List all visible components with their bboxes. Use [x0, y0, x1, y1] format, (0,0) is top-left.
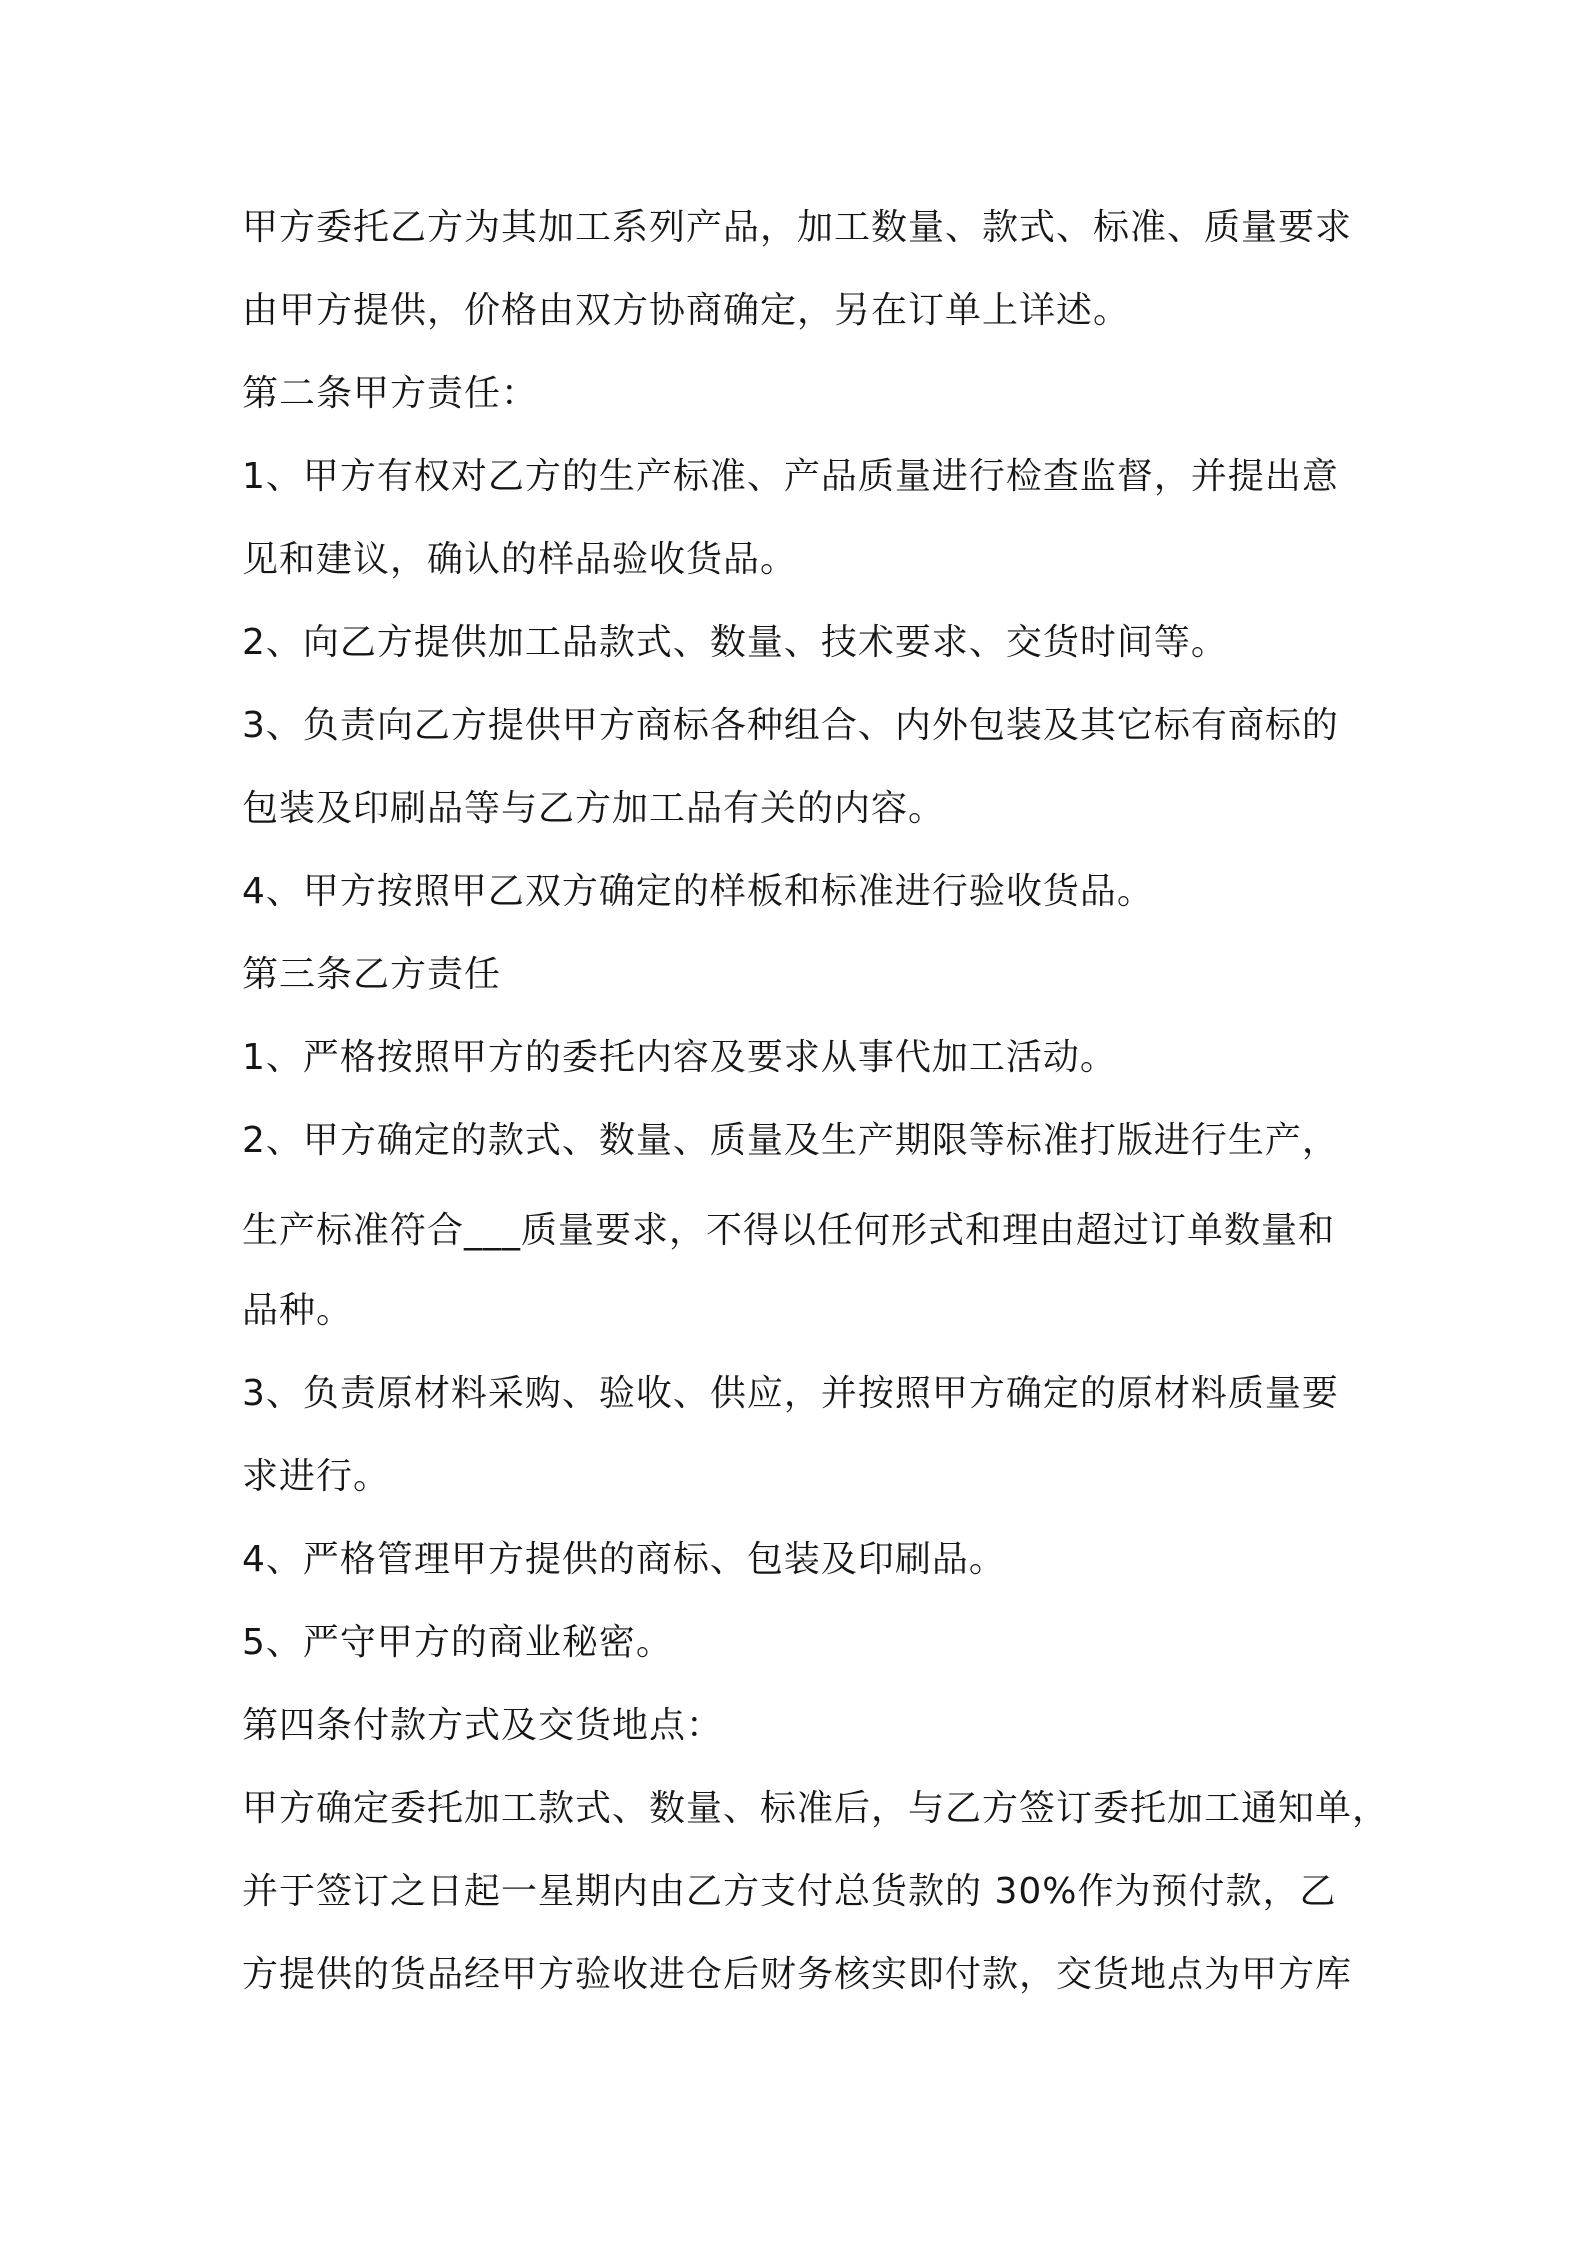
paragraph-line: 5、严守甲方的商业秘密。 [242, 1622, 673, 1663]
paragraph-line: 方提供的货品经甲方验收进仓后财务核实即付款，交货地点为甲方库 [242, 1954, 1353, 1995]
paragraph-line: 包装及印刷品等与乙方加工品有关的内容。 [242, 788, 946, 829]
section-heading: 第四条付款方式及交货地点： [242, 1705, 724, 1746]
paragraph-line: 见和建议，确认的样品验收货品。 [242, 539, 798, 580]
section-heading: 第三条乙方责任 [242, 954, 502, 995]
paragraph-line: 1、严格按照甲方的委托内容及要求从事代加工活动。 [242, 1037, 1117, 1078]
paragraph-line: 由甲方提供，价格由双方协商确定，另在订单上详述。 [242, 290, 1131, 331]
paragraph-line: 2、甲方确定的款式、数量、质量及生产期限等标准打版进行生产， [242, 1120, 1339, 1161]
paragraph-line: 3、负责向乙方提供甲方商标各种组合、内外包装及其它标有商标的 [242, 705, 1339, 746]
paragraph-line: 1、甲方有权对乙方的生产标准、产品质量进行检查监督，并提出意 [242, 456, 1339, 497]
paragraph-line: 4、甲方按照甲乙双方确定的样板和标准进行验收货品。 [242, 871, 1154, 912]
paragraph-line: 4、严格管理甲方提供的商标、包装及印刷品。 [242, 1539, 1006, 1580]
paragraph-line: 2、向乙方提供加工品款式、数量、技术要求、交货时间等。 [242, 622, 1228, 663]
paragraph-line: 甲方委托乙方为其加工系列产品，加工数量、款式、标准、质量要求 [242, 207, 1353, 248]
paragraph-line: 求进行。 [242, 1456, 391, 1497]
paragraph-line: 3、负责原材料采购、验收、供应，并按照甲方确定的原材料质量要 [242, 1373, 1339, 1414]
section-heading: 第二条甲方责任： [242, 373, 539, 414]
paragraph-line: 并于签订之日起一星期内由乙方支付总货款的 30%作为预付款，乙 [242, 1871, 1337, 1912]
paragraph-line: 生产标准符合___质量要求，不得以任何形式和理由超过订单数量和 [242, 1210, 1336, 1251]
paragraph-line: 甲方确定委托加工款式、数量、标准后，与乙方签订委托加工通知单， [242, 1788, 1390, 1829]
paragraph-line: 品种。 [242, 1290, 354, 1331]
